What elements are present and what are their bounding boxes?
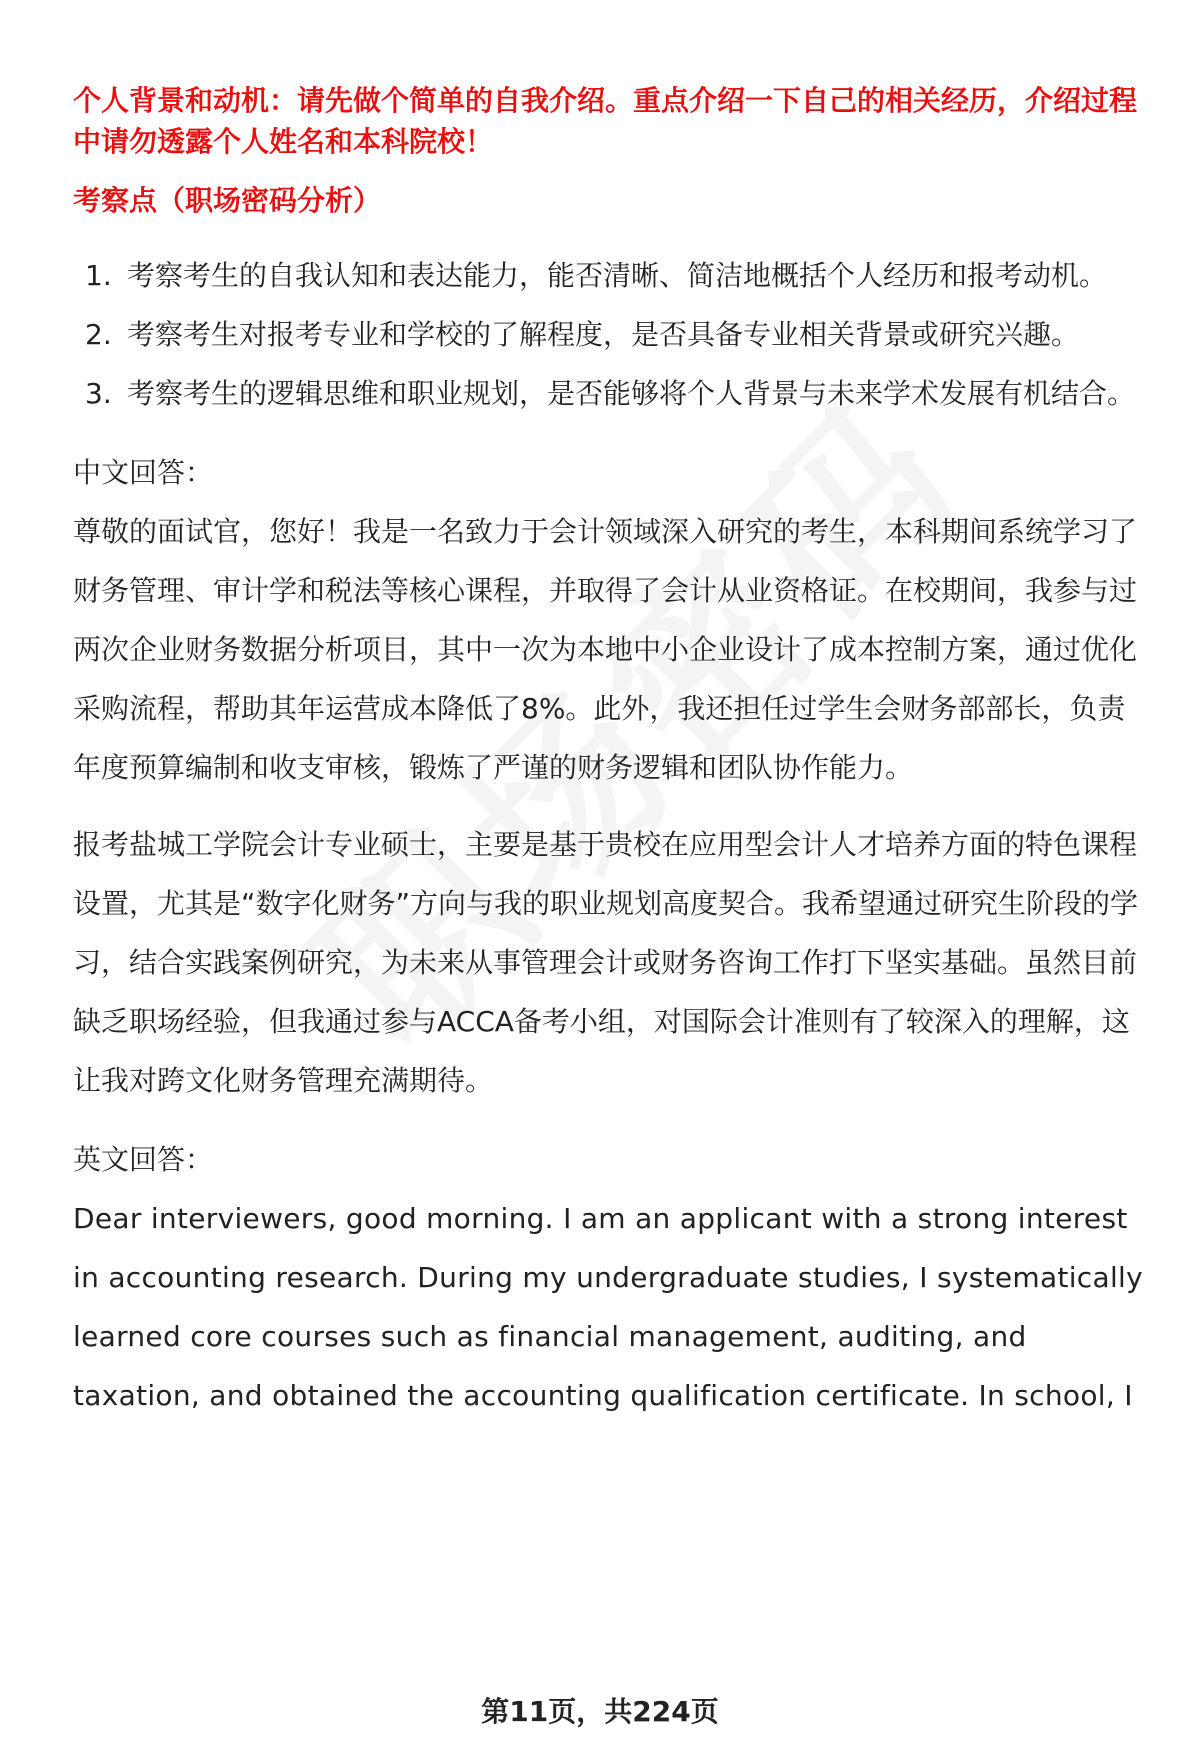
assessment-points-title: 考察点（职场密码分析） [73,184,382,217]
list-item-text: 考察考生对报考专业和学校的了解程度，是否具备专业相关背景或研究兴趣。 [127,318,1080,351]
english-answer-label: 英文回答： [73,1143,214,1176]
list-item-number: 2. [85,318,112,351]
chinese-answer-label: 中文回答： [73,456,214,489]
assessment-points-list [73,246,1153,423]
list-item-text: 考察考生的自我认知和表达能力，能否清晰、简洁地概括个人经历和报考动机。 [127,259,1108,292]
page-number-footer: 第11页，共224页 [481,1695,719,1728]
english-answer-paragraph: Dear interviewers, good morning. I am an applicant with a strong interest in accounting research. During my undergraduate studies, I systematically learned core courses such as financial management, auditing, and taxation, and obtained the accounting qualification certificate. In school, I [73,1202,1143,1412]
question-heading: 个人背景和动机：请先做个简单的自我介绍。重点介绍一下自己的相关经历，介绍过程中请勿透露个人姓名和本科院校！ [73,84,1138,158]
page-content [73,80,1153,1425]
list-item-number: 3. [85,377,112,410]
list-item-text: 考察考生的逻辑思维和职业规划，是否能够将个人背景与未来学术发展有机结合。 [127,377,1136,410]
chinese-answer-paragraph: 尊敬的面试官，您好！我是一名致力于会计领域深入研究的考生，本科期间系统学习了财务管理、审计学和税法等核心课程，并取得了会计从业资格证。在校期间，我参与过两次企业财务数据分析项目，其中一次为本地中小企业设计了成本控制方案，通过优化采购流程，帮助其年运营成本降低了8%。此外，我还担任过学生会财务部部长，负责年度预算编制和收支审核，锻炼了严谨的财务逻辑和团队协作能力。 [73,515,1138,784]
chinese-answer-paragraph: 报考盐城工学院会计专业硕士，主要是基于贵校在应用型会计人才培养方面的特色课程设置，尤其是“数字化财务”方向与我的职业规划高度契合。我希望通过研究生阶段的学习，结合实践案例研究，为未来从事管理会计或财务咨询工作打下坚实基础。虽然目前缺乏职场经验，但我通过参与ACCA备考小组，对国际会计准则有了较深入的理解，这让我对跨文化财务管理充满期待。 [73,828,1139,1097]
list-item-number: 1. [85,259,112,292]
list-item [73,246,1153,305]
list-item [73,364,1153,423]
list-item [73,305,1153,364]
